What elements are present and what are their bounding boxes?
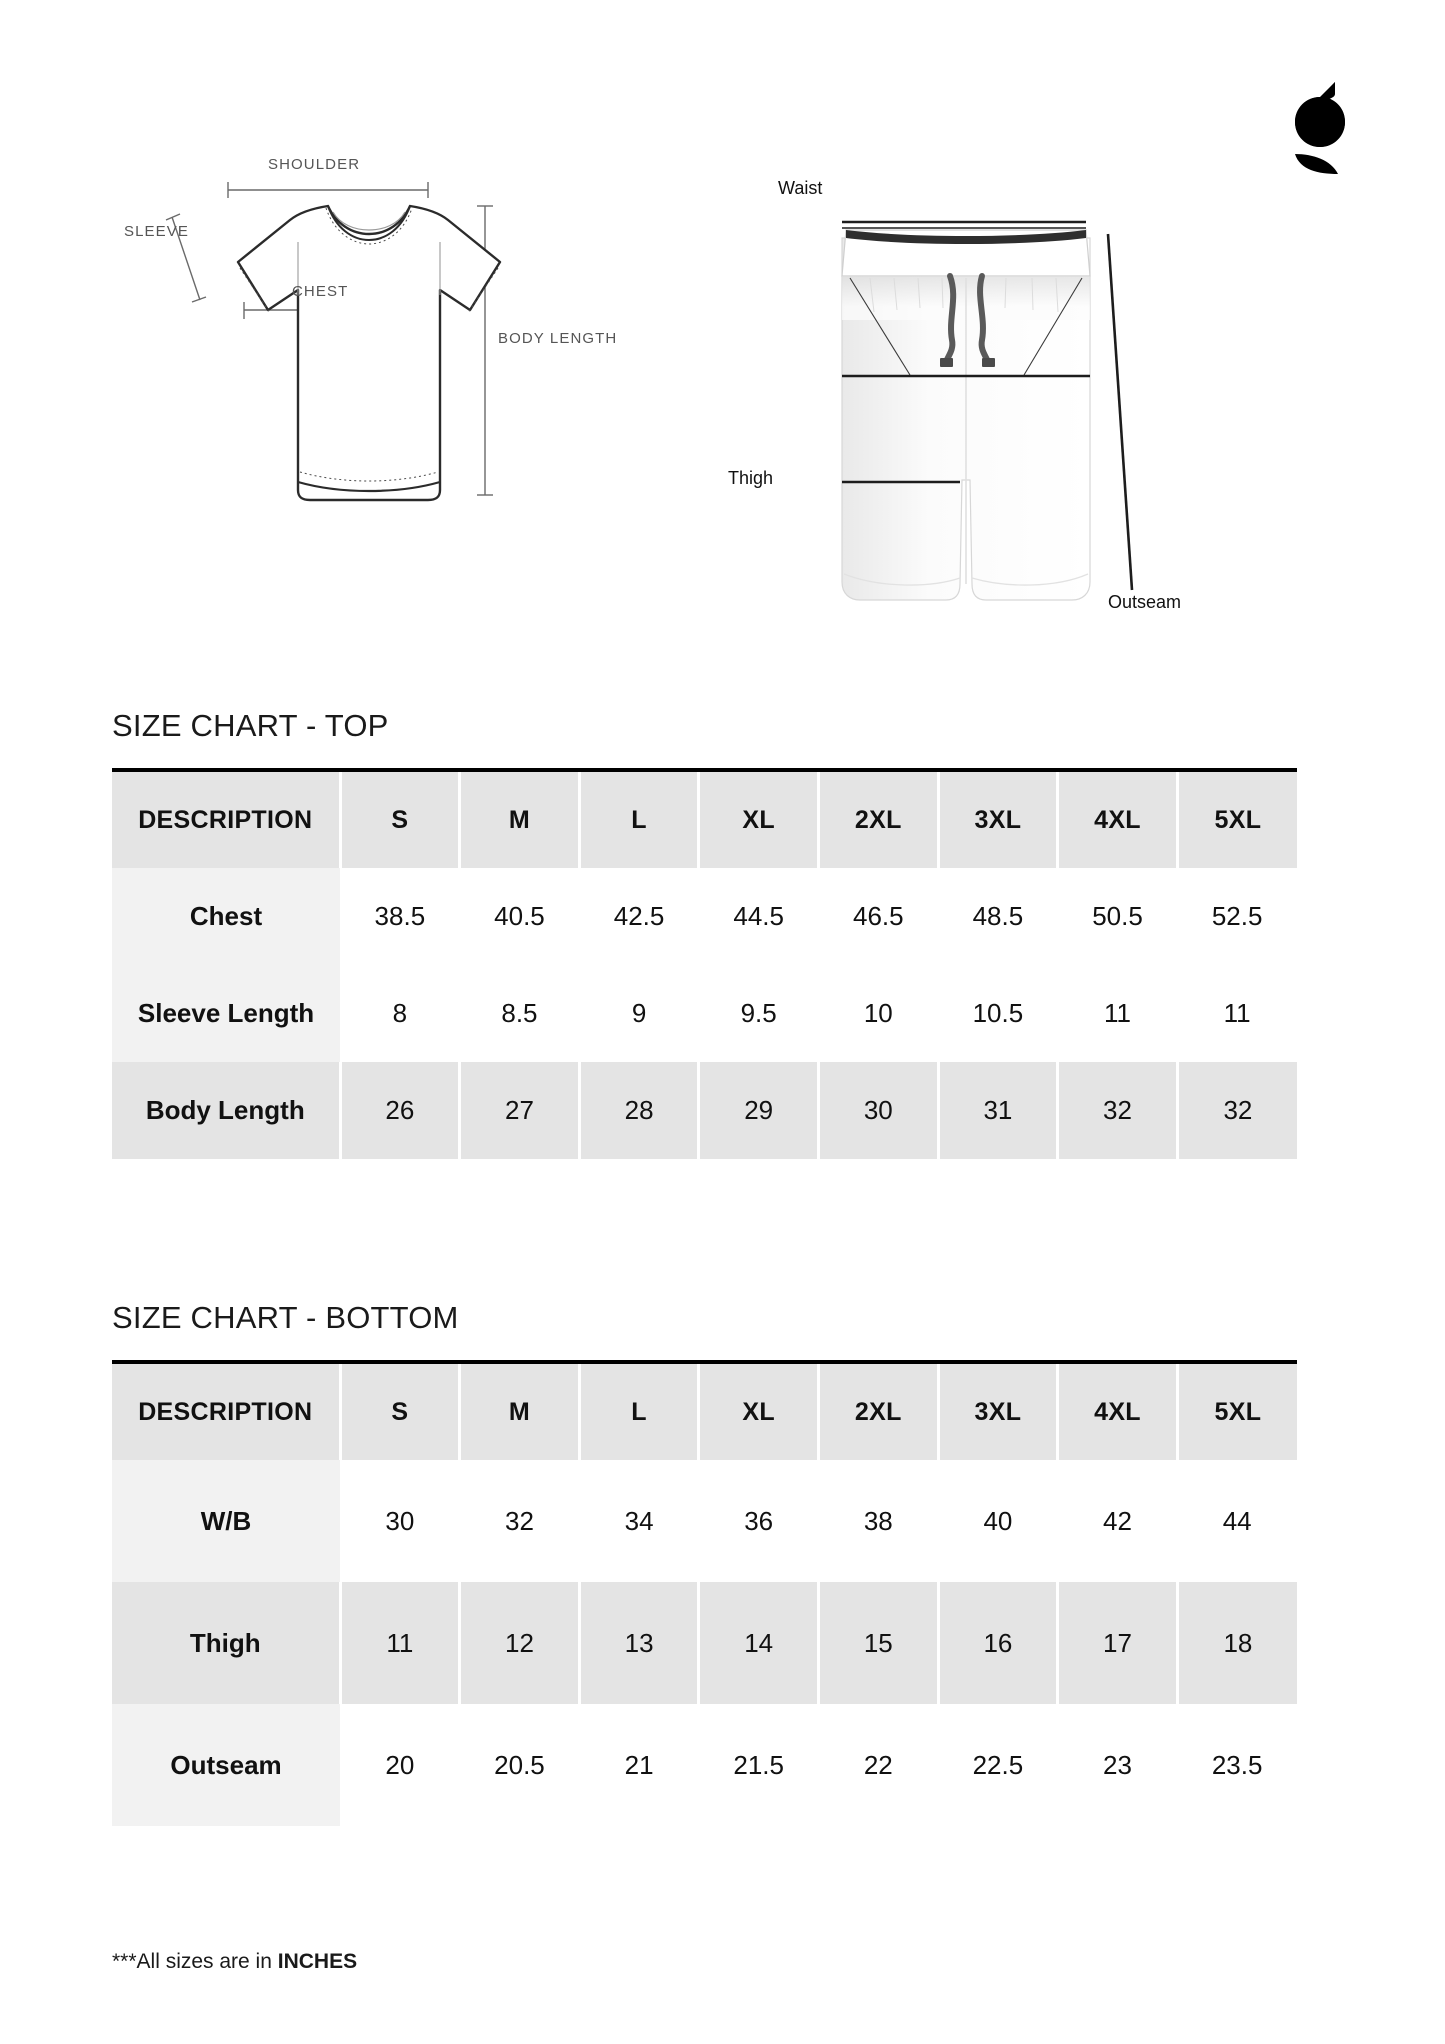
label-outseam: Outseam <box>1108 592 1182 612</box>
cell-body-2xl: 30 <box>818 1062 938 1159</box>
label-shoulder: SHOULDER <box>268 156 361 173</box>
row-label-body-length: Body Length <box>112 1062 340 1159</box>
cell-outseam-m: 20.5 <box>460 1704 580 1826</box>
table-row <box>112 1460 1297 1582</box>
cell-wb-l: 34 <box>579 1460 699 1582</box>
cell-sleeve-5xl: 11 <box>1177 965 1297 1062</box>
table-row <box>112 965 1297 1062</box>
cell-thigh-2xl: 15 <box>818 1582 938 1704</box>
cell-wb-5xl: 44 <box>1177 1460 1297 1582</box>
cell-sleeve-3xl: 10.5 <box>938 965 1058 1062</box>
cell-wb-m: 32 <box>460 1460 580 1582</box>
cell-thigh-5xl: 18 <box>1177 1582 1297 1704</box>
cell-body-s: 26 <box>340 1062 460 1159</box>
column-header-4xl: 4XL <box>1058 772 1178 868</box>
column-header-s: S <box>340 1364 460 1460</box>
column-header-l: L <box>579 1364 699 1460</box>
cell-chest-xl: 44.5 <box>699 868 819 965</box>
column-header-s: S <box>340 772 460 868</box>
column-header-5xl: 5XL <box>1177 772 1297 868</box>
cell-chest-4xl: 50.5 <box>1058 868 1178 965</box>
cell-outseam-s: 20 <box>340 1704 460 1826</box>
cell-chest-s: 38.5 <box>340 868 460 965</box>
section-title-bottom: SIZE CHART - BOTTOM <box>112 1300 459 1335</box>
label-chest: CHEST <box>292 283 349 300</box>
label-sleeve: SLEEVE <box>124 223 189 240</box>
cell-outseam-4xl: 23 <box>1058 1704 1178 1826</box>
cell-thigh-s: 11 <box>340 1582 460 1704</box>
label-body-length: BODY LENGTH <box>498 330 618 347</box>
table-header-row <box>112 772 1297 868</box>
table-row <box>112 1704 1297 1826</box>
shorts-diagram <box>728 178 1220 660</box>
cell-thigh-xl: 14 <box>699 1582 819 1704</box>
section-title-top: SIZE CHART - TOP <box>112 708 389 743</box>
cell-outseam-xl: 21.5 <box>699 1704 819 1826</box>
column-header-description: DESCRIPTION <box>112 1364 340 1460</box>
cell-wb-4xl: 42 <box>1058 1460 1178 1582</box>
cell-body-xl: 29 <box>699 1062 819 1159</box>
row-label-chest: Chest <box>112 868 340 965</box>
column-header-3xl: 3XL <box>938 772 1058 868</box>
cell-body-5xl: 32 <box>1177 1062 1297 1159</box>
cell-thigh-3xl: 16 <box>938 1582 1058 1704</box>
cell-sleeve-l: 9 <box>579 965 699 1062</box>
table-row <box>112 868 1297 965</box>
cell-thigh-l: 13 <box>579 1582 699 1704</box>
row-label-thigh: Thigh <box>112 1582 340 1704</box>
footnote-unit: INCHES <box>277 1950 358 1973</box>
t-shirt-diagram <box>124 150 640 650</box>
cell-chest-5xl: 52.5 <box>1177 868 1297 965</box>
cell-chest-m: 40.5 <box>460 868 580 965</box>
cell-thigh-4xl: 17 <box>1058 1582 1178 1704</box>
cell-wb-3xl: 40 <box>938 1460 1058 1582</box>
garment-diagrams <box>0 150 1445 670</box>
cell-body-4xl: 32 <box>1058 1062 1178 1159</box>
column-header-5xl: 5XL <box>1177 1364 1297 1460</box>
cell-sleeve-m: 8.5 <box>460 965 580 1062</box>
table-header-row <box>112 1364 1297 1460</box>
row-label-wb: W/B <box>112 1460 340 1582</box>
cell-sleeve-s: 8 <box>340 965 460 1062</box>
column-header-xl: XL <box>699 1364 819 1460</box>
column-header-2xl: 2XL <box>818 1364 938 1460</box>
cell-sleeve-xl: 9.5 <box>699 965 819 1062</box>
cell-chest-l: 42.5 <box>579 868 699 965</box>
cell-thigh-m: 12 <box>460 1582 580 1704</box>
table-row <box>112 1582 1297 1704</box>
cell-sleeve-2xl: 10 <box>818 965 938 1062</box>
units-footnote <box>112 1950 357 1974</box>
size-chart-table-bottom <box>112 1364 1297 1826</box>
cell-wb-xl: 36 <box>699 1460 819 1582</box>
cell-body-l: 28 <box>579 1062 699 1159</box>
cell-outseam-5xl: 23.5 <box>1177 1704 1297 1826</box>
cell-body-3xl: 31 <box>938 1062 1058 1159</box>
cell-outseam-l: 21 <box>579 1704 699 1826</box>
row-label-outseam: Outseam <box>112 1704 340 1826</box>
column-header-3xl: 3XL <box>938 1364 1058 1460</box>
cell-outseam-2xl: 22 <box>818 1704 938 1826</box>
row-label-sleeve-length: Sleeve Length <box>112 965 340 1062</box>
cell-wb-2xl: 38 <box>818 1460 938 1582</box>
column-header-4xl: 4XL <box>1058 1364 1178 1460</box>
column-header-2xl: 2XL <box>818 772 938 868</box>
label-thigh: Thigh <box>728 468 774 488</box>
cell-chest-2xl: 46.5 <box>818 868 938 965</box>
cell-chest-3xl: 48.5 <box>938 868 1058 965</box>
cell-outseam-3xl: 22.5 <box>938 1704 1058 1826</box>
column-header-xl: XL <box>699 772 819 868</box>
label-waist: Waist <box>778 178 823 198</box>
size-chart-table-top <box>112 772 1297 1159</box>
column-header-m: M <box>460 772 580 868</box>
table-row <box>112 1062 1297 1159</box>
column-header-description: DESCRIPTION <box>112 772 340 868</box>
cell-wb-s: 30 <box>340 1460 460 1582</box>
column-header-m: M <box>460 1364 580 1460</box>
footnote-prefix: ***All sizes are in <box>112 1950 278 1973</box>
column-header-l: L <box>579 772 699 868</box>
cell-sleeve-4xl: 11 <box>1058 965 1178 1062</box>
cell-body-m: 27 <box>460 1062 580 1159</box>
